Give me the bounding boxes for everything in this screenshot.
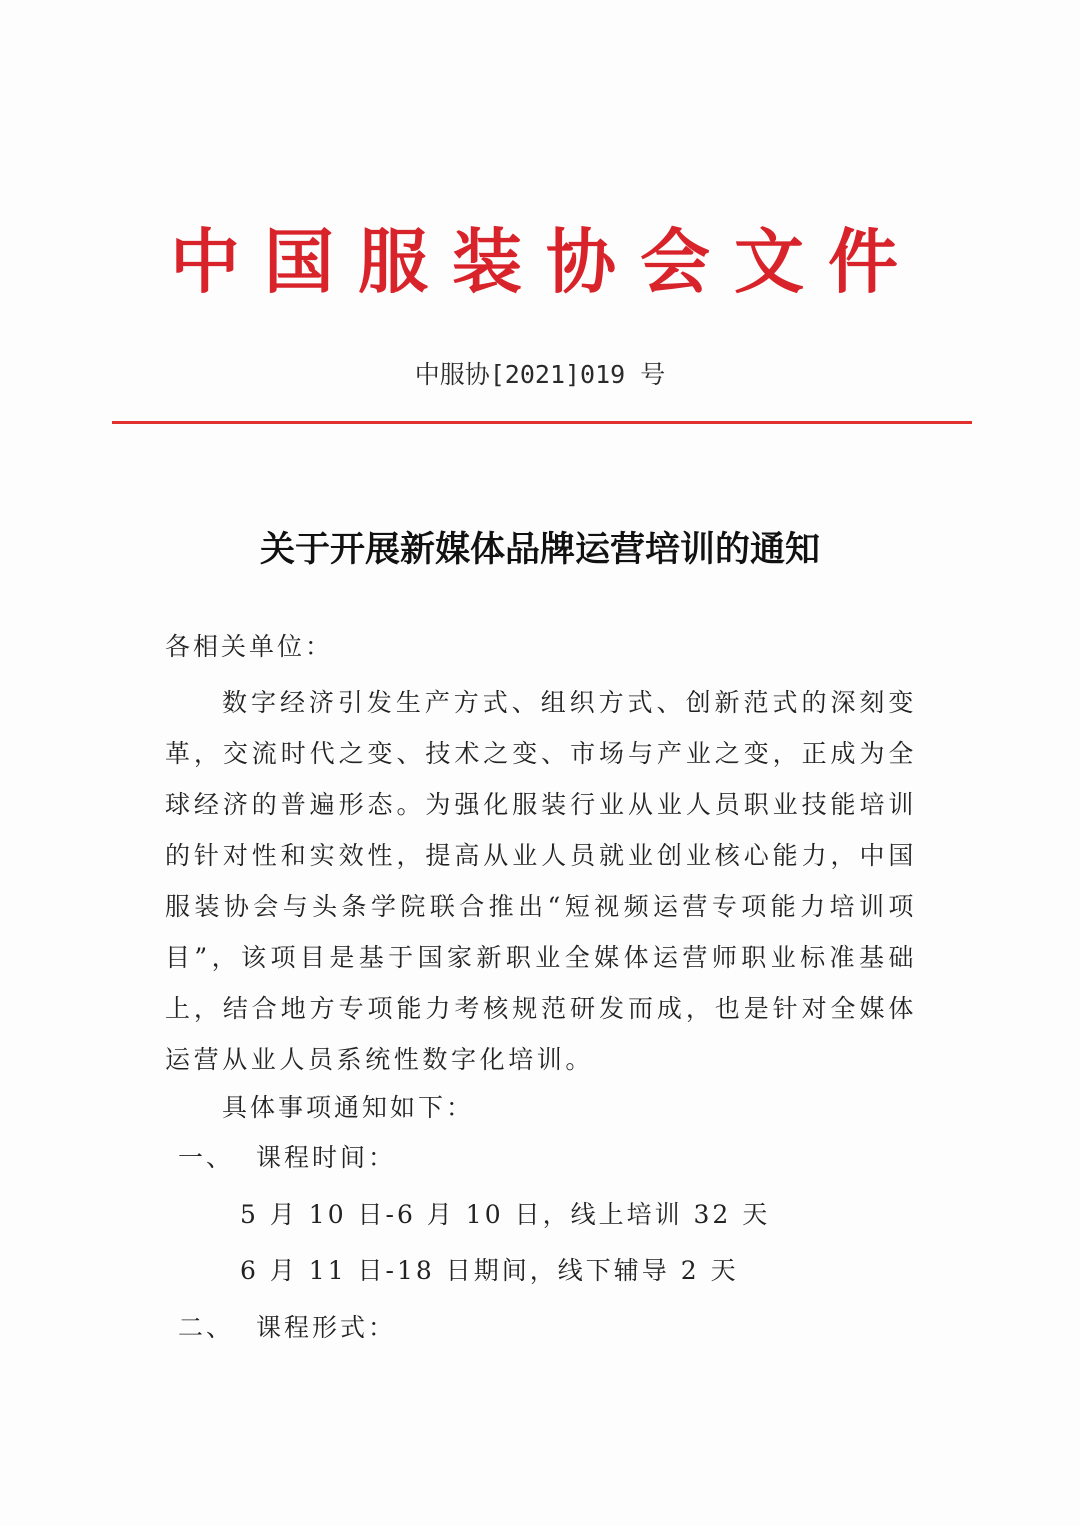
document-number: 中服协[2021]019 号 [414,360,666,389]
section-heading-1 [178,1138,396,1178]
masthead-title: 中国服装协会文件 [170,220,922,303]
body-paragraph: 数字经济引发生产方式、组织方式、创新范式的深刻变革，交流时代之变、技术之变、市场与产业之变，正成为全球经济的普遍形态。为强化服装行业从业人员职业技能培训的针对性和实效性，提高从业人员就业创业核心能力，中国服装协会与头条学院联合推出“短视频运营专项能力培训项目”，该项目是基于国家新职业全媒体运营师职业标准基础上，结合地方专项能力考核规范研发而成，也是针对全媒体运营从业人员系统性数字化培训。 [165,688,917,1074]
section-number: 一、 [178,1143,235,1172]
intro-line: 具体事项通知如下： [222,1093,475,1122]
salutation: 各相关单位： [165,632,334,661]
schedule-line-offline: 6 月 11 日-18 日期间，线下辅导 2 天 [240,1256,739,1285]
section-label: 课程时间： [256,1143,397,1172]
section-heading-2 [178,1308,396,1348]
red-divider [112,421,972,424]
section-number: 二、 [178,1313,235,1342]
section-label: 课程形式： [256,1313,397,1342]
notice-title: 关于开展新媒体品牌运营培训的通知 [259,530,820,570]
schedule-line-online: 5 月 10 日-6 月 10 日，线上培训 32 天 [240,1200,771,1229]
